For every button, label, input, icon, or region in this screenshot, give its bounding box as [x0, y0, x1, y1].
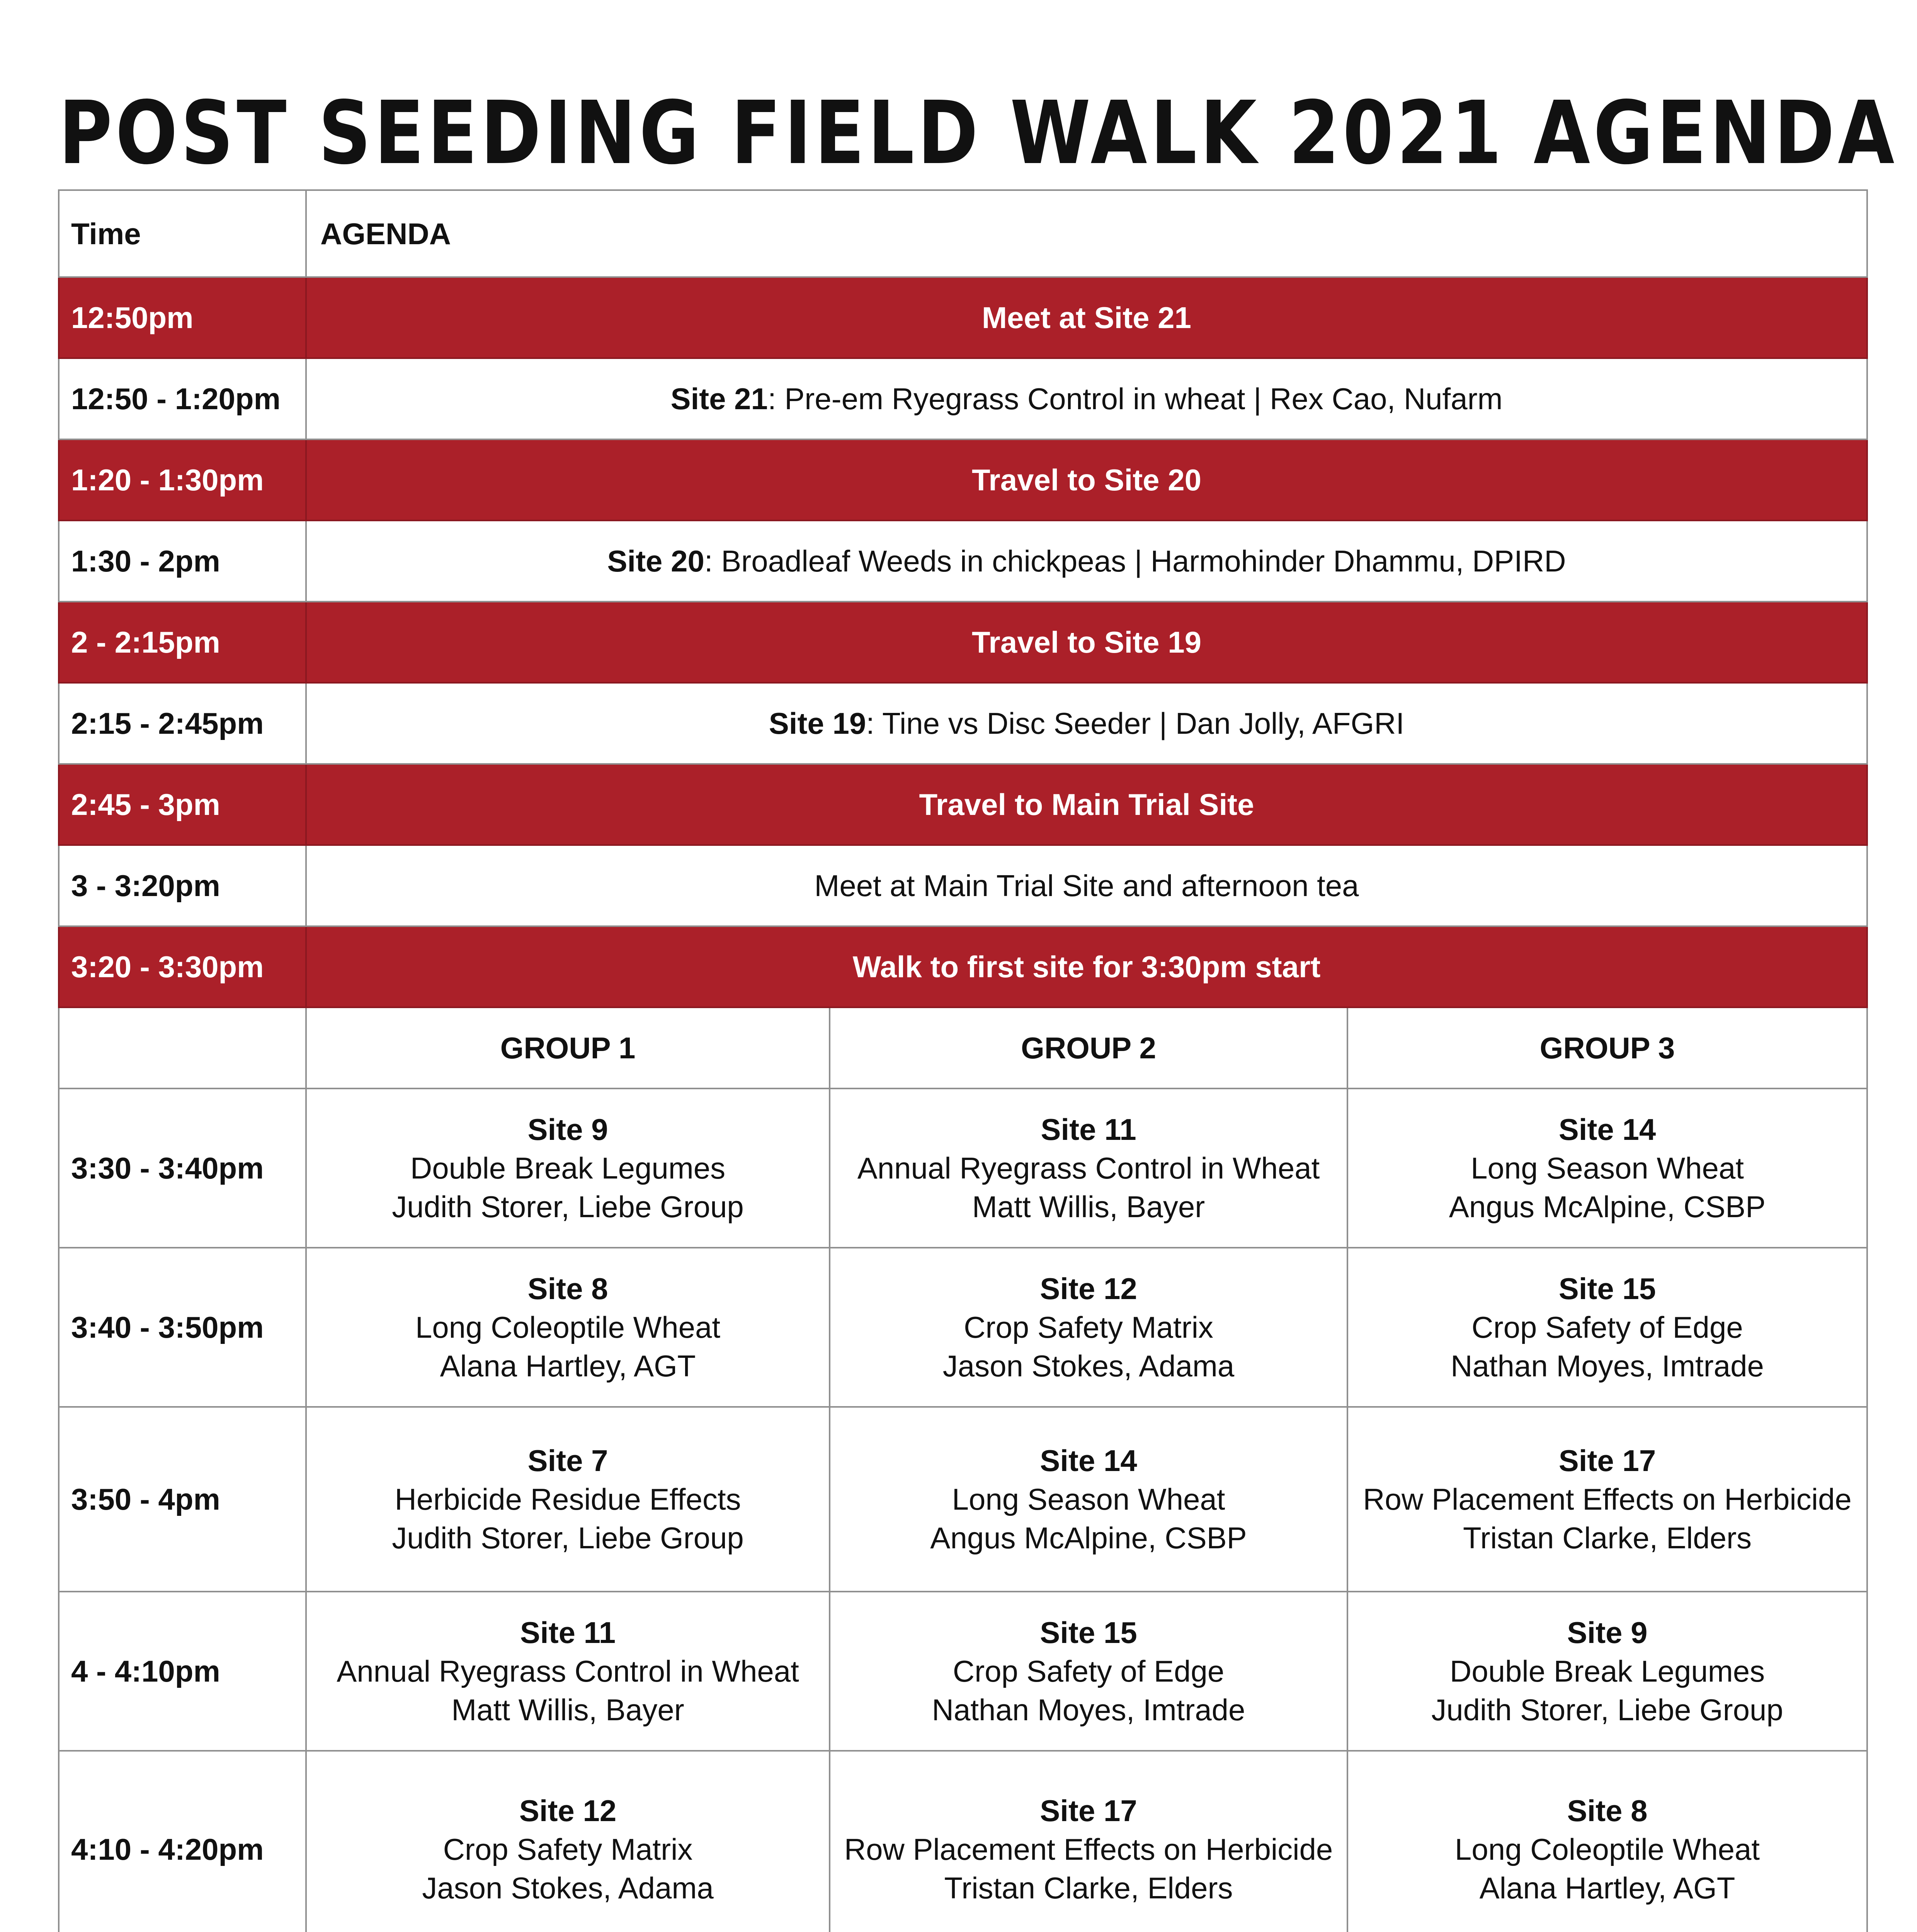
agenda-item: Travel to Main Trial Site [306, 764, 1867, 845]
time-cell: 3:40 - 3:50pm [59, 1248, 306, 1407]
site-number: Site 15 [1040, 1616, 1137, 1650]
site-topic: Long Coleoptile Wheat [415, 1310, 721, 1344]
site-presenter: Alana Hartley, AGT [440, 1349, 696, 1383]
site-cell [1347, 1592, 1867, 1751]
site-cell [1347, 1088, 1867, 1248]
site-cell [830, 1751, 1347, 1932]
site-cell [306, 1248, 830, 1407]
agenda-item-text: : Tine vs Disc Seeder | Dan Jolly, AFGRI [866, 706, 1405, 740]
site-cell [1347, 1248, 1867, 1407]
site-cell [306, 1407, 830, 1592]
site-label: Site 21 [670, 382, 768, 416]
site-presenter: Tristan Clarke, Elders [1463, 1521, 1752, 1555]
time-cell: 4:10 - 4:20pm [59, 1751, 306, 1932]
time-cell: 2:15 - 2:45pm [59, 683, 306, 764]
site-topic: Annual Ryegrass Control in Wheat [337, 1654, 799, 1688]
site-label: Site 19 [769, 706, 866, 740]
site-presenter: Alana Hartley, AGT [1479, 1871, 1735, 1905]
site-presenter: Nathan Moyes, Imtrade [1451, 1349, 1764, 1383]
agenda-item [306, 358, 1867, 439]
agenda-row-highlight [59, 277, 1867, 358]
site-number: Site 7 [527, 1444, 608, 1478]
site-topic: Row Placement Effects on Herbicide [1363, 1482, 1852, 1516]
agenda-item: Travel to Site 19 [306, 602, 1867, 683]
site-topic: Long Coleoptile Wheat [1454, 1832, 1760, 1866]
agenda-row-highlight [59, 764, 1867, 845]
site-topic: Long Season Wheat [1471, 1151, 1744, 1185]
site-cell [830, 1248, 1347, 1407]
page-title: POST SEEDING FIELD WALK 2021 AGENDA [59, 83, 1898, 184]
site-topic: Row Placement Effects on Herbicide [844, 1832, 1333, 1866]
agenda-row [59, 520, 1867, 602]
site-cell [830, 1592, 1347, 1751]
site-presenter: Tristan Clarke, Elders [944, 1871, 1233, 1905]
site-presenter: Matt Willis, Bayer [451, 1693, 684, 1727]
time-cell: 3:30 - 3:40pm [59, 1088, 306, 1248]
site-presenter: Jason Stokes, Adama [942, 1349, 1235, 1383]
agenda-item [306, 683, 1867, 764]
header-row [59, 190, 1867, 277]
site-cell [306, 1592, 830, 1751]
site-number: Site 17 [1558, 1444, 1656, 1478]
site-number: Site 12 [519, 1794, 617, 1828]
site-cell [306, 1088, 830, 1248]
site-topic: Crop Safety of Edge [953, 1654, 1225, 1688]
time-cell: 4 - 4:10pm [59, 1592, 306, 1751]
site-presenter: Judith Storer, Liebe Group [1431, 1693, 1783, 1727]
site-cell [1347, 1407, 1867, 1592]
agenda-row [59, 683, 1867, 764]
site-number: Site 11 [1041, 1112, 1136, 1146]
site-number: Site 9 [1567, 1616, 1648, 1650]
site-presenter: Angus McAlpine, CSBP [1449, 1190, 1766, 1224]
site-topic: Crop Safety Matrix [964, 1310, 1213, 1344]
time-cell: 3 - 3:20pm [59, 845, 306, 926]
site-presenter: Judith Storer, Liebe Group [392, 1190, 744, 1224]
agenda-item: Meet at Site 21 [306, 277, 1867, 358]
agenda-item: Meet at Main Trial Site and afternoon tea [306, 845, 1867, 926]
site-presenter: Jason Stokes, Adama [422, 1871, 714, 1905]
rotation-row [59, 1248, 1867, 1407]
time-cell: 2:45 - 3pm [59, 764, 306, 845]
site-topic: Long Season Wheat [952, 1482, 1225, 1516]
time-header: Time [59, 190, 306, 277]
agenda-row [59, 845, 1867, 926]
site-topic: Annual Ryegrass Control in Wheat [857, 1151, 1320, 1185]
site-presenter: Angus McAlpine, CSBP [930, 1521, 1247, 1555]
group-header: GROUP 1 [306, 1007, 830, 1088]
time-cell: 1:30 - 2pm [59, 520, 306, 602]
site-number: Site 8 [1567, 1794, 1648, 1828]
site-topic: Double Break Legumes [410, 1151, 726, 1185]
site-label: Site 20 [607, 544, 704, 578]
agenda-row-highlight [59, 926, 1867, 1007]
time-cell: 3:20 - 3:30pm [59, 926, 306, 1007]
agenda-item-text: : Pre-em Ryegrass Control in wheat | Rex Cao, Nufarm [767, 382, 1503, 416]
site-cell [830, 1407, 1347, 1592]
site-topic: Herbicide Residue Effects [395, 1482, 741, 1516]
site-number: Site 15 [1558, 1272, 1656, 1306]
site-cell [306, 1751, 830, 1932]
agenda-item [306, 520, 1867, 602]
site-presenter: Matt Willis, Bayer [972, 1190, 1205, 1224]
rotation-row [59, 1592, 1867, 1751]
rotation-row [59, 1088, 1867, 1248]
rotation-row [59, 1751, 1867, 1932]
agenda-item: Walk to first site for 3:30pm start [306, 926, 1867, 1007]
time-cell: 3:50 - 4pm [59, 1407, 306, 1592]
agenda-item-text: : Broadleaf Weeds in chickpeas | Harmohinder Dhammu, DPIRD [704, 544, 1566, 578]
site-presenter: Nathan Moyes, Imtrade [932, 1693, 1245, 1727]
site-number: Site 17 [1040, 1794, 1137, 1828]
site-topic: Crop Safety of Edge [1471, 1310, 1743, 1344]
site-cell [830, 1088, 1347, 1248]
site-topic: Double Break Legumes [1449, 1654, 1765, 1688]
site-number: Site 12 [1040, 1272, 1137, 1306]
agenda-row [59, 358, 1867, 439]
agenda-row-highlight [59, 602, 1867, 683]
time-cell: 12:50pm [59, 277, 306, 358]
agenda-table [58, 189, 1868, 1932]
time-cell: 2 - 2:15pm [59, 602, 306, 683]
group-header-blank [59, 1007, 306, 1088]
time-cell: 1:20 - 1:30pm [59, 439, 306, 520]
agenda-body [59, 190, 1867, 1932]
site-presenter: Judith Storer, Liebe Group [392, 1521, 744, 1555]
site-number: Site 14 [1040, 1444, 1137, 1478]
site-number: Site 14 [1558, 1112, 1656, 1146]
agenda-item: Travel to Site 20 [306, 439, 1867, 520]
agenda-row-highlight [59, 439, 1867, 520]
site-number: Site 8 [527, 1272, 608, 1306]
rotation-row [59, 1407, 1867, 1592]
agenda-header: AGENDA [306, 190, 1867, 277]
site-topic: Crop Safety Matrix [443, 1832, 693, 1866]
group-header: GROUP 2 [830, 1007, 1347, 1088]
group-header-row [59, 1007, 1867, 1088]
site-number: Site 11 [520, 1616, 616, 1650]
group-header: GROUP 3 [1347, 1007, 1867, 1088]
site-cell [1347, 1751, 1867, 1932]
site-number: Site 9 [527, 1112, 608, 1146]
time-cell: 12:50 - 1:20pm [59, 358, 306, 439]
